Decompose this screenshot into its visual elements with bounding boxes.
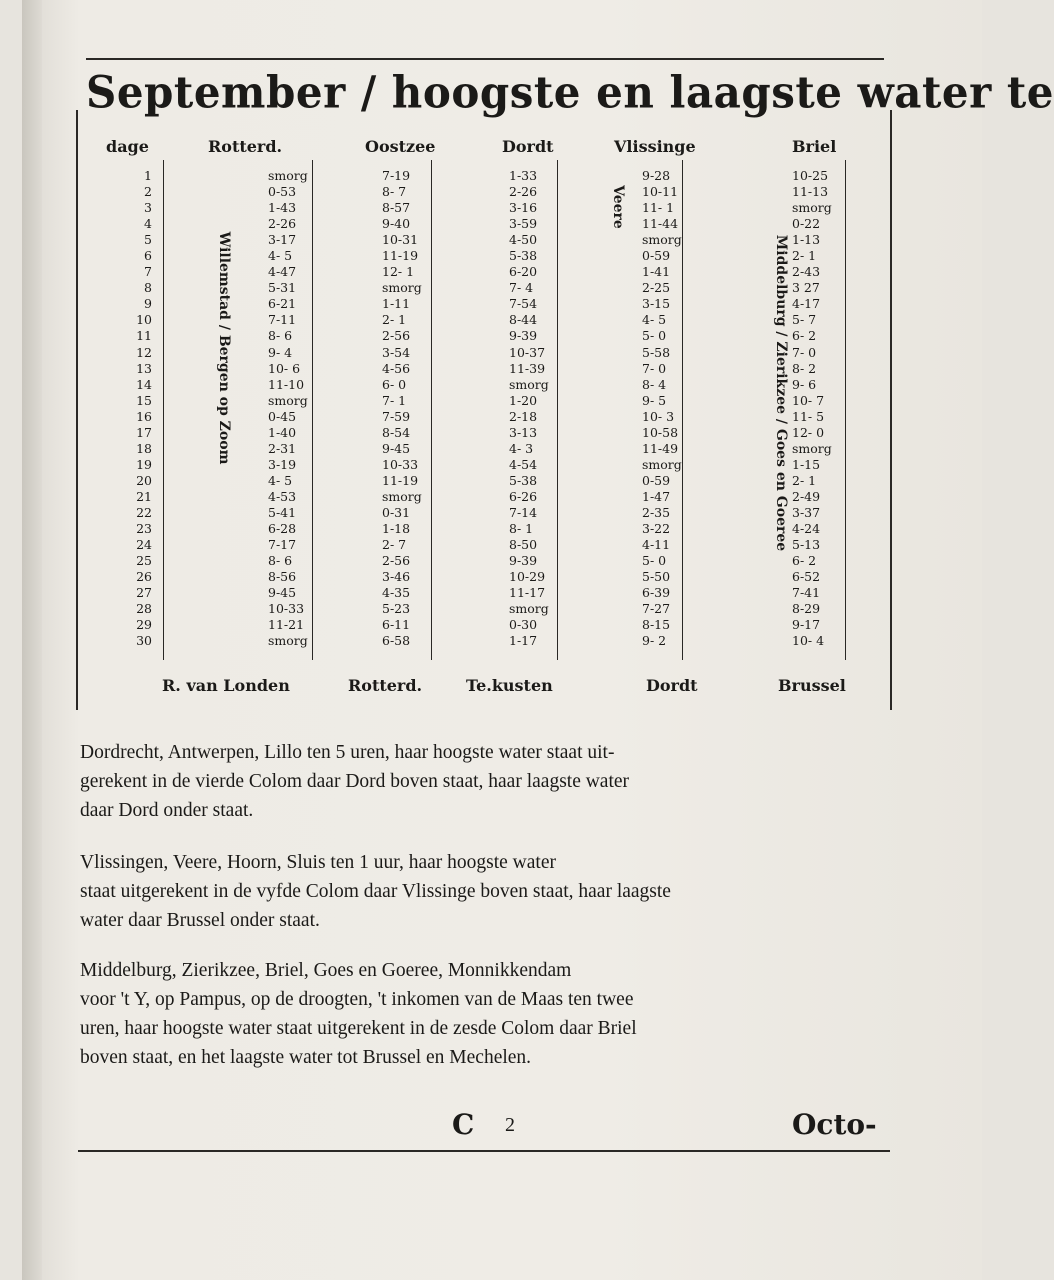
tide-time-cell: 0-59 xyxy=(642,248,671,264)
tide-time-cell: 11-49 xyxy=(642,440,679,456)
tide-time-cell: 3-22 xyxy=(642,521,671,537)
header-oostzee: Oostzee xyxy=(365,137,436,156)
paragraph-dordrecht xyxy=(80,738,888,825)
side-label-vlissinge: Veere xyxy=(610,185,626,229)
paragraph-line: water daar Brussel onder staat. xyxy=(80,910,320,931)
tide-time-cell: 1-47 xyxy=(642,488,671,504)
column-briel xyxy=(792,168,842,649)
column-rule xyxy=(312,160,313,660)
tide-time-cell: 9-39 xyxy=(509,553,538,569)
tide-time-cell: 5-31 xyxy=(268,280,297,296)
day-number: 29 xyxy=(136,617,152,633)
tide-time-cell: 9- 5 xyxy=(642,392,667,408)
tide-time-cell: 8- 6 xyxy=(268,328,293,344)
column-vlissinge xyxy=(642,168,682,649)
tide-time-cell: 9-39 xyxy=(509,328,538,344)
tide-time-cell: 11-19 xyxy=(382,472,419,488)
paragraph-line: Vlissingen, Veere, Hoorn, Sluis ten 1 uur, haar hoogste water xyxy=(80,852,556,873)
tide-time-cell: 3-13 xyxy=(509,424,538,440)
tide-time-cell: 1-33 xyxy=(509,168,538,183)
day-number: 21 xyxy=(136,488,152,504)
page-title: September / hoogste en laagste water te xyxy=(86,66,1054,119)
tide-time-cell: 2-49 xyxy=(792,488,821,504)
tide-time-cell: 4-24 xyxy=(792,521,821,537)
tide-time-cell: 4-17 xyxy=(792,296,821,312)
tide-time-cell: 10-33 xyxy=(382,456,419,472)
tide-time-cell: 6-20 xyxy=(509,264,538,280)
day-number: 25 xyxy=(136,553,152,569)
tide-time-cell: 8-56 xyxy=(268,569,297,585)
tide-time-cell: 7-14 xyxy=(509,504,538,520)
tide-time-cell: 7-27 xyxy=(642,601,671,617)
tide-time-cell: smorg xyxy=(509,376,549,392)
day-number: 16 xyxy=(136,408,152,424)
tide-time-cell: 6- 2 xyxy=(792,328,817,344)
column-rule xyxy=(431,160,432,660)
column-rule xyxy=(682,160,683,660)
tide-time-cell: 2-35 xyxy=(642,504,671,520)
day-number: 30 xyxy=(136,633,152,649)
tide-time-cell: 9-40 xyxy=(382,216,411,232)
tide-time-cell: 1-40 xyxy=(268,424,297,440)
footer-kusten: Te.kusten xyxy=(466,676,553,695)
tide-time-cell: 11-21 xyxy=(268,617,305,633)
tide-time-cell: 2- 1 xyxy=(792,248,817,264)
tide-time-cell: 10-11 xyxy=(642,184,679,200)
tide-time-cell: 0-22 xyxy=(792,216,821,232)
day-number: 5 xyxy=(144,232,152,248)
tide-time-cell: 7- 0 xyxy=(642,360,667,376)
tide-time-cell: 0-45 xyxy=(268,408,297,424)
tide-time-cell: 1-41 xyxy=(642,264,671,280)
tide-time-cell: 0-31 xyxy=(382,504,411,520)
footer-brussel: Brussel xyxy=(778,676,846,695)
tide-time-cell: 7-54 xyxy=(509,296,538,312)
tide-time-cell: 8- 6 xyxy=(268,553,293,569)
tide-time-cell: 2- 7 xyxy=(382,537,407,553)
tide-time-cell: 2-43 xyxy=(792,264,821,280)
day-number: 2 xyxy=(144,184,152,200)
tide-time-cell: 11-17 xyxy=(509,585,546,601)
day-number: 27 xyxy=(136,585,152,601)
header-dordt: Dordt xyxy=(502,137,554,156)
tide-time-cell: 8-44 xyxy=(509,312,538,328)
tide-time-cell: 2- 1 xyxy=(382,312,407,328)
tide-time-cell: 5- 7 xyxy=(792,312,817,328)
paragraph-line: gerekent in de vierde Colom daar Dord boven staat, haar laagste water xyxy=(80,771,630,792)
day-number: 3 xyxy=(144,200,152,216)
tide-time-cell: 2-56 xyxy=(382,553,411,569)
tide-time-cell: 5- 0 xyxy=(642,553,667,569)
tide-time-cell: 1-43 xyxy=(268,200,297,216)
tide-time-cell: 9-28 xyxy=(642,168,671,183)
tide-time-cell: 12- 0 xyxy=(792,424,825,440)
tide-time-cell: smorg xyxy=(268,392,308,408)
paragraph-vlissingen xyxy=(80,848,888,935)
tide-time-cell: 5-13 xyxy=(792,537,821,553)
column-rule xyxy=(845,160,846,660)
day-number: 14 xyxy=(136,376,152,392)
tide-time-cell: 2-25 xyxy=(642,280,671,296)
tide-time-cell: 3-46 xyxy=(382,569,411,585)
page-number: 2 xyxy=(505,1114,515,1136)
tide-time-cell: 3-37 xyxy=(792,504,821,520)
tide-time-cell: 4- 3 xyxy=(509,440,534,456)
tide-time-cell: 5-38 xyxy=(509,248,538,264)
tide-time-cell: 0-53 xyxy=(268,184,297,200)
day-number: 13 xyxy=(136,360,152,376)
tide-time-cell: 11- 1 xyxy=(642,200,675,216)
tide-time-cell: 4- 5 xyxy=(642,312,667,328)
header-briel: Briel xyxy=(792,137,837,156)
tide-time-cell: 7-11 xyxy=(268,312,297,328)
tide-time-cell: 4-35 xyxy=(382,585,411,601)
tide-time-cell: 7-19 xyxy=(382,168,411,183)
signature-mark: C xyxy=(452,1108,475,1141)
tide-time-cell: 3-15 xyxy=(642,296,671,312)
paragraph-line: voor 't Y, op Pampus, op de droogten, 't inkomen van de Maas ten twee xyxy=(80,989,634,1010)
tide-time-cell: 2- 1 xyxy=(792,472,817,488)
tide-time-cell: 11-19 xyxy=(382,248,419,264)
tide-time-cell: 6-26 xyxy=(509,488,538,504)
tide-time-cell: 5-41 xyxy=(268,504,297,520)
day-number: 6 xyxy=(144,248,152,264)
tide-time-cell: 2-31 xyxy=(268,440,297,456)
tide-time-cell: 2-26 xyxy=(509,184,538,200)
paragraph-line: boven staat, en het laagste water tot Brussel en Mechelen. xyxy=(80,1047,532,1068)
tide-time-cell: 10- 6 xyxy=(268,360,301,376)
day-number: 4 xyxy=(144,216,152,232)
tide-time-cell: 1-15 xyxy=(792,456,821,472)
paragraph-line: Middelburg, Zierikzee, Briel, Goes en Goeree, Monnikkendam xyxy=(80,960,572,981)
tide-time-cell: 8-15 xyxy=(642,617,671,633)
catchword: Octo- xyxy=(792,1108,877,1141)
day-number: 12 xyxy=(136,344,152,360)
tide-time-cell: smorg xyxy=(792,440,832,456)
tide-time-cell: 3 27 xyxy=(792,280,820,296)
tide-time-cell: 9-45 xyxy=(268,585,297,601)
tide-time-cell: 8- 7 xyxy=(382,184,407,200)
tide-time-cell: 7- 1 xyxy=(382,392,407,408)
day-number: 18 xyxy=(136,440,152,456)
tide-time-cell: 8-54 xyxy=(382,424,411,440)
column-rule xyxy=(163,160,164,660)
tide-time-cell: 9-45 xyxy=(382,440,411,456)
day-number: 7 xyxy=(144,264,152,280)
side-label-rotterdam: Willemstad / Bergen op Zoom xyxy=(216,231,232,465)
tide-time-cell: 0-30 xyxy=(509,617,538,633)
column-oostzee xyxy=(382,168,428,649)
tide-time-cell: 9- 4 xyxy=(268,344,293,360)
tide-time-cell: smorg xyxy=(382,488,422,504)
day-number: 17 xyxy=(136,424,152,440)
tide-table-frame xyxy=(76,110,892,710)
day-number: 24 xyxy=(136,537,152,553)
tide-time-cell: 6-52 xyxy=(792,569,821,585)
tide-time-cell: 3-17 xyxy=(268,232,297,248)
header-dage: dage xyxy=(106,137,149,156)
header-vlissinge: Vlissinge xyxy=(614,137,696,156)
tide-time-cell: 10-29 xyxy=(509,569,546,585)
tide-time-cell: 1-20 xyxy=(509,392,538,408)
tide-time-cell: 8- 2 xyxy=(792,360,817,376)
day-number: 10 xyxy=(136,312,152,328)
tide-time-cell: smorg xyxy=(382,280,422,296)
tide-time-cell: 5-38 xyxy=(509,472,538,488)
tide-time-cell: 9-17 xyxy=(792,617,821,633)
column-dordt xyxy=(509,168,555,649)
paragraph-line: Dordrecht, Antwerpen, Lillo ten 5 uren, haar hoogste water staat uit- xyxy=(80,742,615,763)
tide-time-cell: 11-39 xyxy=(509,360,546,376)
tide-time-cell: 5-58 xyxy=(642,344,671,360)
tide-time-cell: 3-16 xyxy=(509,200,538,216)
tide-time-cell: 11-13 xyxy=(792,184,829,200)
footer-dordt: Dordt xyxy=(646,676,698,695)
tide-time-cell: 6-28 xyxy=(268,521,297,537)
tide-time-cell: 6-11 xyxy=(382,617,411,633)
paragraph-line: staat uitgerekent in de vyfde Colom daar Vlissinge boven staat, haar laagste xyxy=(80,881,671,902)
tide-time-cell: smorg xyxy=(268,633,308,649)
tide-time-cell: 7-41 xyxy=(792,585,821,601)
tide-time-cell: 10- 4 xyxy=(792,633,825,649)
column-days xyxy=(118,168,152,649)
page-gutter xyxy=(22,0,42,1280)
tide-time-cell: 6-39 xyxy=(642,585,671,601)
tide-time-cell: 8-29 xyxy=(792,601,821,617)
top-rule xyxy=(86,58,884,60)
tide-time-cell: 10-31 xyxy=(382,232,419,248)
footer-rotterdam: Rotterd. xyxy=(348,676,423,695)
side-label-briel: Middelburg / Zierikzee / Goes en Goeree xyxy=(773,234,789,552)
bottom-rule xyxy=(78,1150,890,1152)
tide-time-cell: 6-58 xyxy=(382,633,411,649)
tide-time-cell: 10-33 xyxy=(268,601,305,617)
tide-time-cell: 10-37 xyxy=(509,344,546,360)
tide-time-cell: 1-18 xyxy=(382,521,411,537)
paragraph-line: uren, haar hoogste water staat uitgerekent in de zesde Colom daar Briel xyxy=(80,1018,637,1039)
tide-time-cell: 11- 5 xyxy=(792,408,825,424)
day-number: 22 xyxy=(136,504,152,520)
day-number: 28 xyxy=(136,601,152,617)
tide-time-cell: 11-10 xyxy=(268,376,305,392)
tide-time-cell: 4-56 xyxy=(382,360,411,376)
column-rotterdam xyxy=(268,168,312,649)
day-number: 19 xyxy=(136,456,152,472)
tide-time-cell: 4- 5 xyxy=(268,248,293,264)
day-number: 9 xyxy=(144,296,152,312)
tide-time-cell: 7- 4 xyxy=(509,280,534,296)
tide-time-cell: 6-21 xyxy=(268,296,297,312)
tide-time-cell: 10- 7 xyxy=(792,392,825,408)
tide-time-cell: 7- 0 xyxy=(792,344,817,360)
tide-time-cell: 10-25 xyxy=(792,168,829,183)
tide-time-cell: 9- 6 xyxy=(792,376,817,392)
tide-time-cell: 2-56 xyxy=(382,328,411,344)
paragraph-middelburg xyxy=(80,956,888,1072)
tide-time-cell: 5- 0 xyxy=(642,328,667,344)
tide-time-cell: 0-59 xyxy=(642,472,671,488)
tide-time-cell: smorg xyxy=(642,232,682,248)
tide-time-cell: 7-59 xyxy=(382,408,411,424)
tide-time-cell: 4-47 xyxy=(268,264,297,280)
footer-van-londen: R. van Londen xyxy=(162,676,290,695)
tide-time-cell: 3-54 xyxy=(382,344,411,360)
column-rule xyxy=(557,160,558,660)
tide-time-cell: 11-44 xyxy=(642,216,679,232)
tide-time-cell: 3-19 xyxy=(268,456,297,472)
tide-time-cell: 8- 1 xyxy=(509,521,534,537)
tide-time-cell: 8-57 xyxy=(382,200,411,216)
tide-time-cell: 8- 4 xyxy=(642,376,667,392)
tide-time-cell: 1-17 xyxy=(509,633,538,649)
day-number: 20 xyxy=(136,472,152,488)
tide-time-cell: smorg xyxy=(792,200,832,216)
tide-time-cell: smorg xyxy=(509,601,549,617)
day-number: 23 xyxy=(136,521,152,537)
tide-time-cell: 5-50 xyxy=(642,569,671,585)
day-number: 15 xyxy=(136,392,152,408)
day-number: 26 xyxy=(136,569,152,585)
tide-time-cell: 2-26 xyxy=(268,216,297,232)
tide-time-cell: 3-59 xyxy=(509,216,538,232)
tide-time-cell: 4-53 xyxy=(268,488,297,504)
tide-time-cell: 7-17 xyxy=(268,537,297,553)
tide-time-cell: 1-11 xyxy=(382,296,411,312)
tide-time-cell: 9- 2 xyxy=(642,633,667,649)
tide-time-cell: 4-11 xyxy=(642,537,671,553)
tide-time-cell: 4-50 xyxy=(509,232,538,248)
day-number: 8 xyxy=(144,280,152,296)
tide-time-cell: 6- 0 xyxy=(382,376,407,392)
tide-time-cell: 5-23 xyxy=(382,601,411,617)
tide-time-cell: 8-50 xyxy=(509,537,538,553)
day-number: 1 xyxy=(144,168,152,183)
tide-time-cell: 12- 1 xyxy=(382,264,415,280)
tide-time-cell: smorg xyxy=(268,168,308,183)
day-number: 11 xyxy=(136,328,152,344)
tide-time-cell: 6- 2 xyxy=(792,553,817,569)
tide-time-cell: 4-54 xyxy=(509,456,538,472)
tide-time-cell: smorg xyxy=(642,456,682,472)
paragraph-line: daar Dord onder staat. xyxy=(80,800,254,821)
tide-time-cell: 1-13 xyxy=(792,232,821,248)
header-rotterdam: Rotterd. xyxy=(208,137,283,156)
tide-time-cell: 2-18 xyxy=(509,408,538,424)
tide-time-cell: 10-58 xyxy=(642,424,679,440)
tide-time-cell: 10- 3 xyxy=(642,408,675,424)
tide-time-cell: 4- 5 xyxy=(268,472,293,488)
